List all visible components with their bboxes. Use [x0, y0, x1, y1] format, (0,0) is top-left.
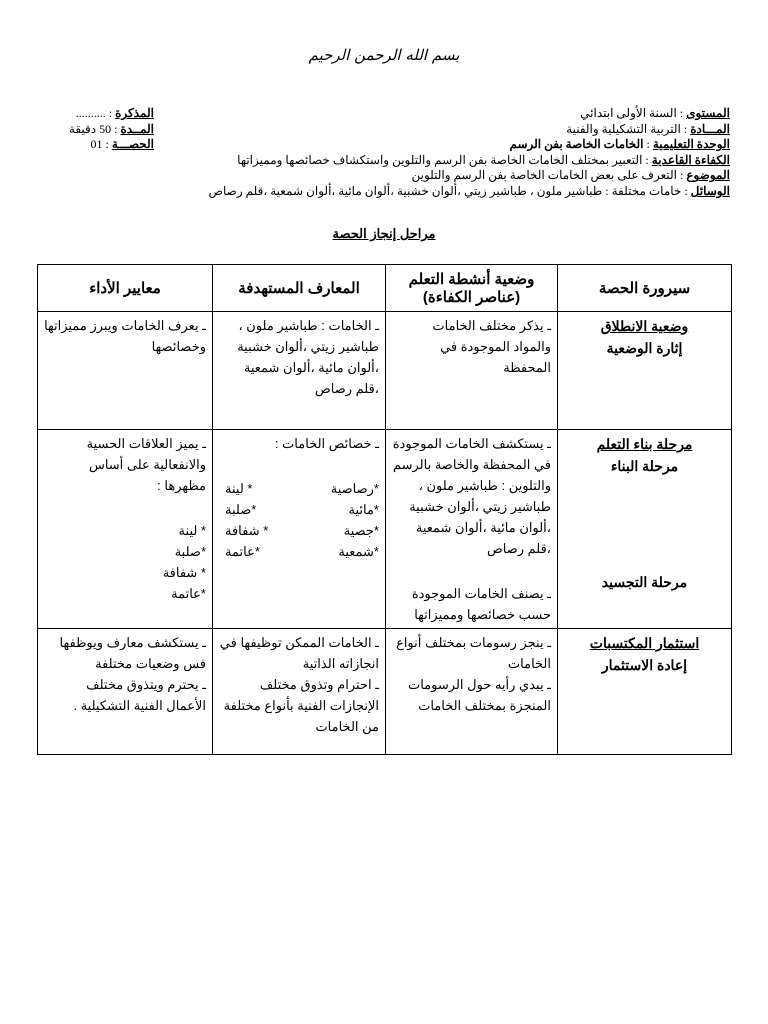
table-row [38, 629, 732, 755]
materials-line: الوسائل : خامات مختلفة : طباشير ملون ، طباشير زيتي ،ألوان خشبية ،ألوان مائية ،ألوان شمعية ،قلم رصاص [208, 183, 730, 198]
list-item: *مائية *صلبة [225, 502, 379, 517]
list-item: *صلبة [174, 544, 206, 559]
header-criteria: معايير الأداء [38, 265, 213, 312]
activity-cell: ـ يذكر مختلف الخامات والمواد الموجودة في المحفظة [386, 312, 558, 430]
table-header-row [38, 265, 732, 312]
stages-title: مراحل إنجاز الحصة [332, 226, 436, 241]
activity-cell: ـ ينجز رسومات بمختلف أنواع الخامات ـ يبدي رأيه حول الرسومات المنجزة بمختلف الخامات [386, 629, 558, 755]
header-knowledge: المعارف المستهدفة [213, 265, 386, 312]
knowledge-cell: ـ خصائص الخامات : *رصاصية * لينة *مائية *صلبة *جصية * شفافة *شمعية *عاتمة [213, 430, 386, 629]
subject-line: المـــادة : التربية التشكيلية والفنية [566, 121, 730, 136]
table-row [38, 312, 732, 430]
stage-cell: مرحلة بناء التعلم مرحلة البناء مرحلة التجسيد [558, 430, 732, 629]
criteria-cell: ـ يستكشف معارف ويوظفها فس وضعيات مختلفة ـ يحترم ويتذوق مختلف الأعمال الفنية التشكيلية . [38, 629, 213, 755]
session-line: الحصـــة : 01 [90, 137, 154, 152]
activity-cell: ـ يستكشف الخامات الموجودة في المحفظة والخاصة بالرسم والتلوين : طباشير ملون ، طباشير زيتي ،ألوان خشبية ،ألوان مائية ،ألوان شمعية ،قلم رصاص ـ يصنف الخامات الموجودة حسب خصائصها ومميزاتها [386, 430, 558, 629]
stage-cell: وضعية الانطلاق إثارة الوضعية [558, 312, 732, 430]
list-item: * لينة [178, 523, 206, 538]
knowledge-cell: ـ الخامات الممكن توظيفها في انجازاته الذاتية ـ احترام وتذوق مختلف الإنجازات الفنية بأنواع مختلفة من الخامات [213, 629, 386, 755]
unit-line: الوحدة التعليمية : الخامات الخاصة بفن الرسم [509, 137, 730, 152]
session-meta [44, 106, 154, 153]
memo-line: المذكرة : .......... [75, 106, 154, 120]
topic-line: الموضوع : التعرف على بعض الخامات الخاصة بفن الرسم والتلوين [411, 168, 730, 183]
table-row [38, 430, 732, 629]
knowledge-cell: ـ الخامات : طباشير ملون ، طباشير زيتي ،ألوان خشبية ،ألوان مائية ،ألوان شمعية ،قلم رصاص [213, 312, 386, 430]
list-item: *شمعية *عاتمة [225, 544, 379, 559]
list-item: *رصاصية * لينة [225, 481, 379, 496]
duration-line: المــدة : 50 دقيقة [68, 121, 154, 136]
lesson-stages-table [37, 264, 732, 755]
level-line: المستوى : السنة الأولى ابتدائي [580, 106, 730, 120]
competency-line: الكفاءة القاعدية : التعبير بمختلف الخامات الخاصة بفن الرسم والتلوين واستكشاف خصائصها ومميزاتها [237, 152, 730, 167]
header-process: سيرورة الحصة [558, 265, 732, 312]
basmala: بسم الله الرحمن الرحيم [308, 46, 460, 64]
criteria-cell: ـ يميز العلاقات الحسية والانفعالية على أساس مظهرها : * لينة *صلبة * شفافة *عاتمة [38, 430, 213, 629]
criteria-cell: ـ يعرف الخامات ويبرز مميزاتها وخصائصها [38, 312, 213, 430]
lesson-header-info [170, 106, 730, 200]
stage-cell: استثمار المكتسبات إعادة الاستثمار [558, 629, 732, 755]
list-item: *جصية * شفافة [225, 523, 379, 538]
list-item: *عاتمة [171, 586, 206, 601]
header-activities: وضعية أنشطة التعلم (عناصر الكفاءة) [386, 265, 558, 312]
list-item: * شفافة [162, 565, 206, 580]
